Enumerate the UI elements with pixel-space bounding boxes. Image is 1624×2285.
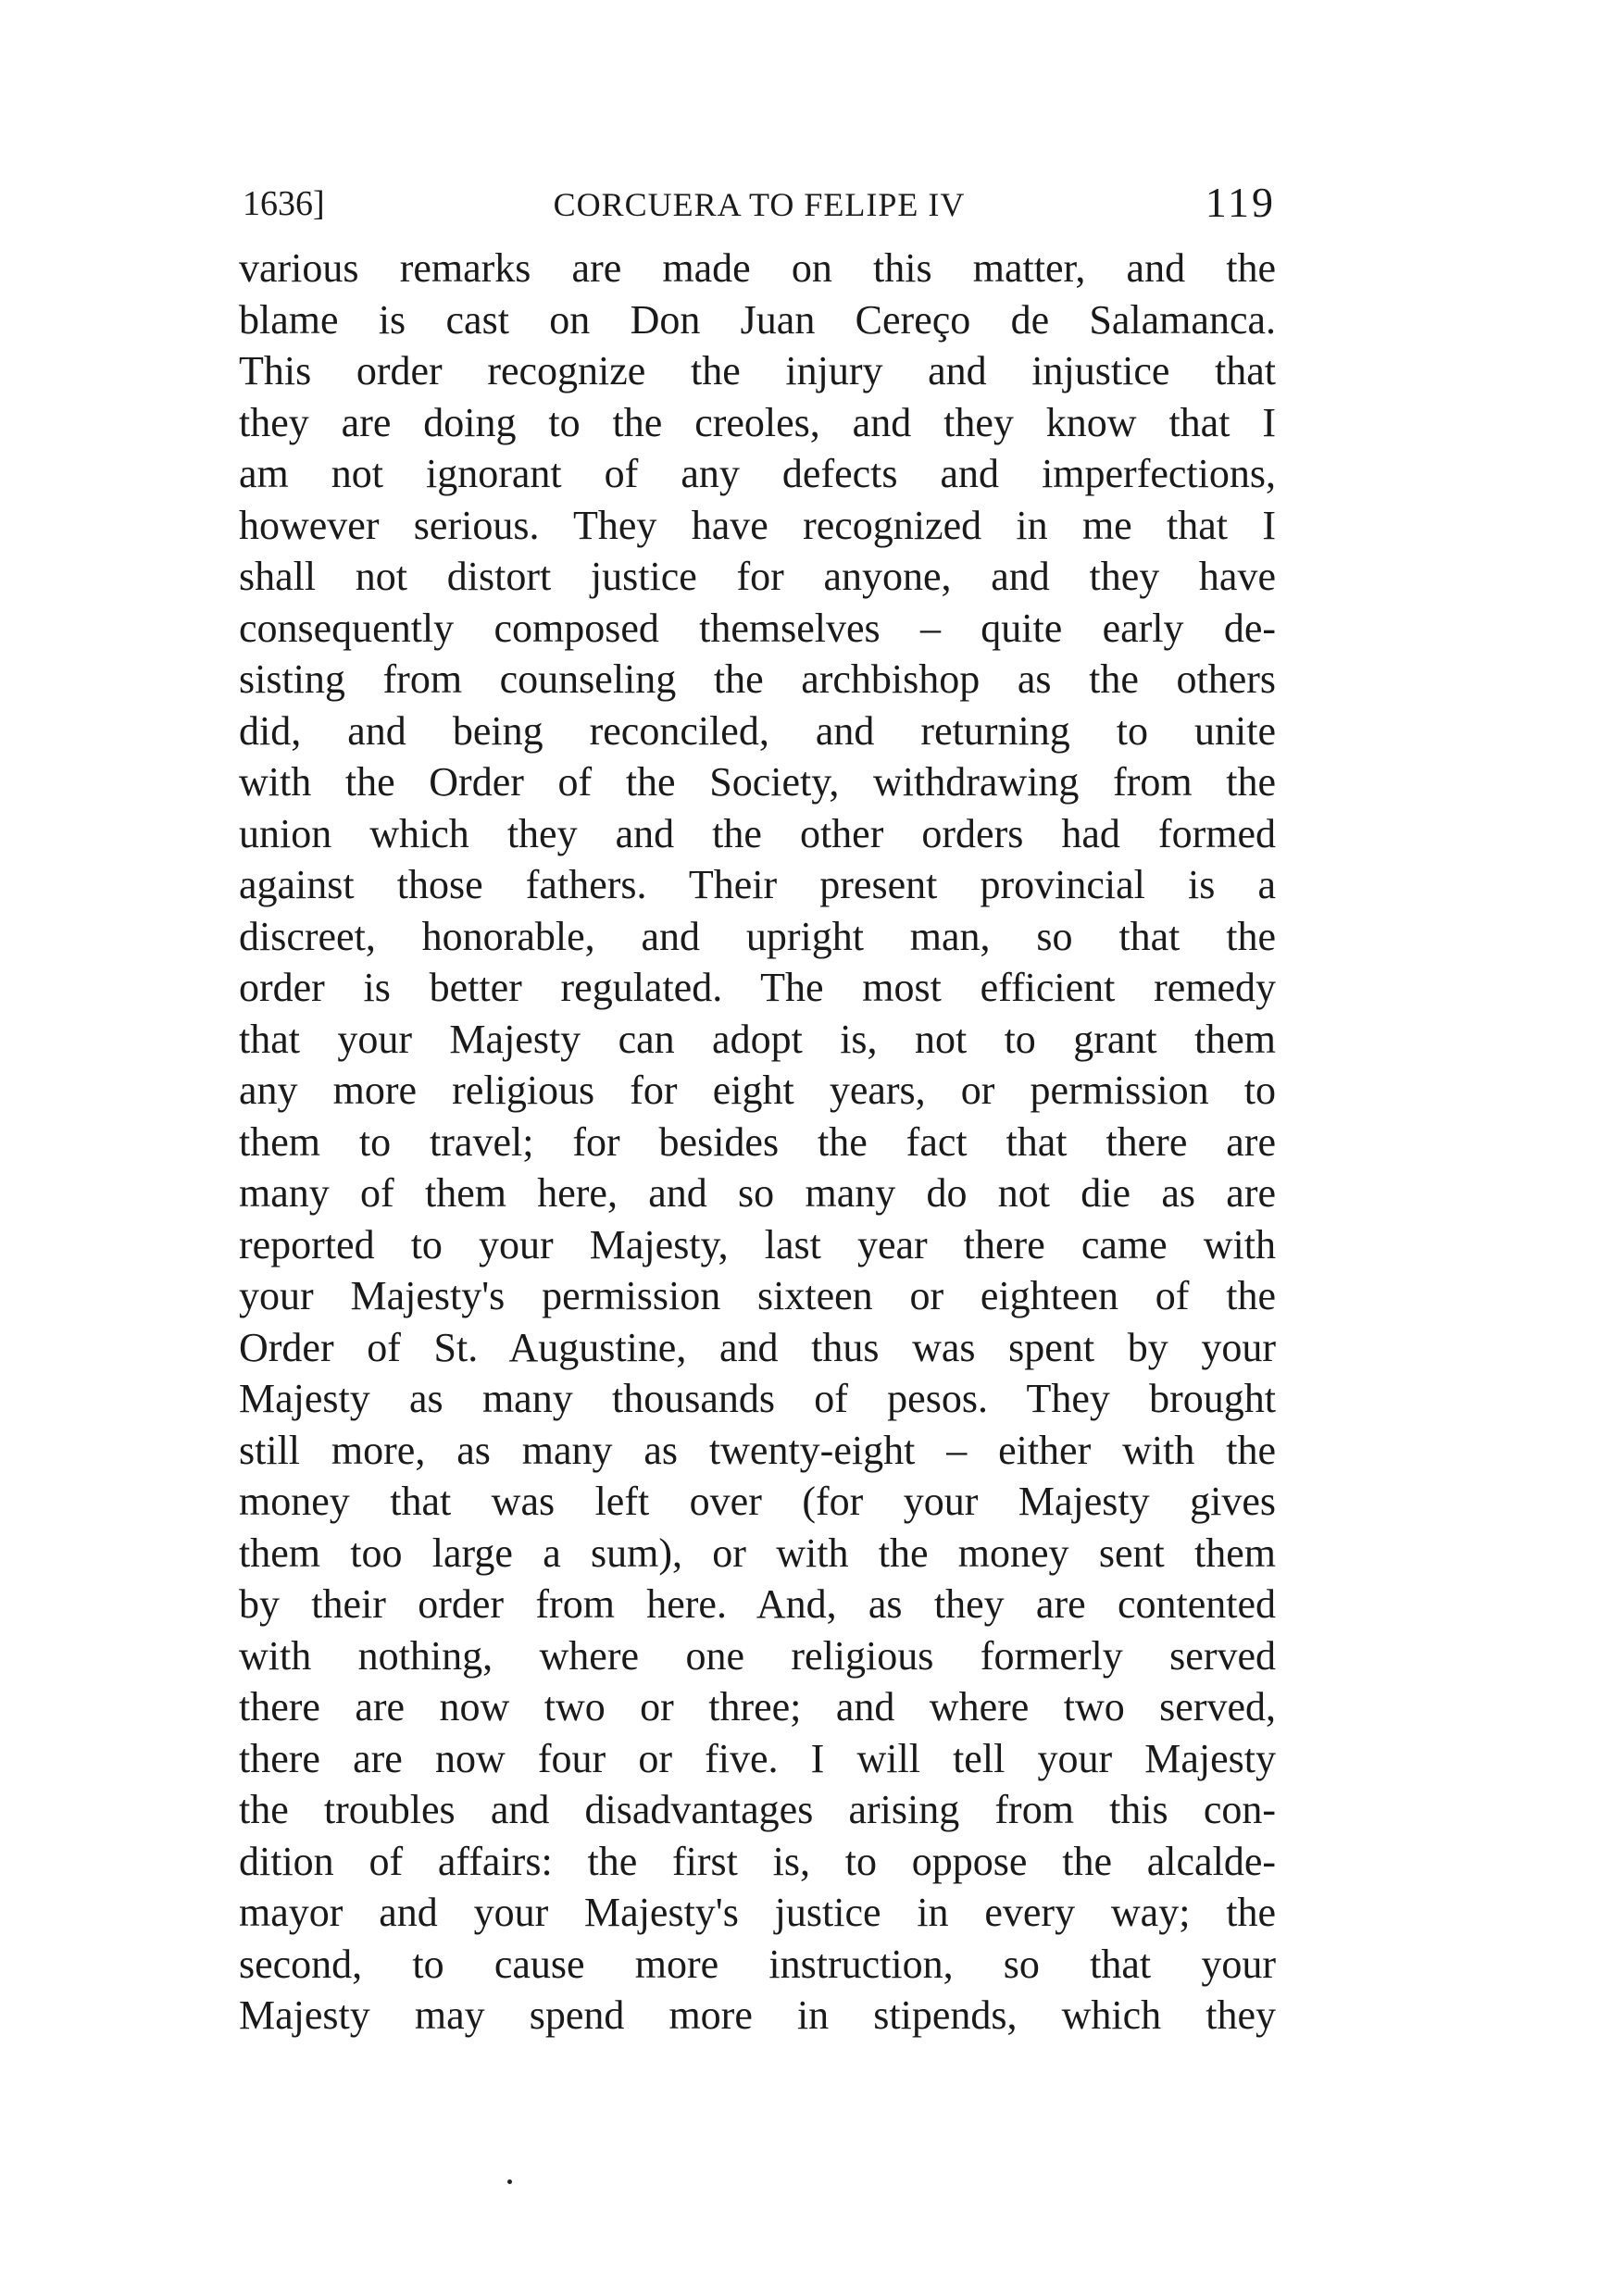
text-line: second, to cause more instruction, so that your xyxy=(239,1941,1276,1987)
running-head-title: CORCUERA TO FELIPE IV xyxy=(553,186,966,223)
text-line: sisting from counseling the archbishop as the others xyxy=(239,656,1276,702)
text-line: with the Order of the Society, withdrawing from the xyxy=(239,759,1276,805)
body-text xyxy=(239,243,1276,2042)
running-head xyxy=(243,178,1276,233)
text-line: still more, as many as twenty-eight – either with the xyxy=(239,1427,1276,1473)
text-line: them too large a sum), or with the money sent them xyxy=(239,1530,1276,1576)
printer-mark-dot xyxy=(507,2179,512,2184)
text-line: order is better regulated. The most efficient remedy xyxy=(239,965,1276,1010)
text-line: Majesty as many thousands of pesos. They brought xyxy=(239,1376,1276,1421)
text-line: many of them here, and so many do not die as are xyxy=(239,1170,1276,1216)
text-line: Order of St. Augustine, and thus was spent by your xyxy=(239,1324,1276,1370)
text-line: did, and being reconciled, and returning to unite xyxy=(239,707,1276,754)
text-line: consequently composed themselves – quite early de- xyxy=(239,605,1276,651)
text-line: dition of affairs: the first is, to oppose the alcalde- xyxy=(239,1838,1276,1884)
text-line: reported to your Majesty, last year there came with xyxy=(239,1221,1276,1267)
text-line: discreet, honorable, and upright man, so that the xyxy=(239,913,1276,959)
page-number: 119 xyxy=(1205,179,1276,226)
text-line: shall not distort justice for anyone, and they have xyxy=(239,554,1276,599)
text-line: they are doing to the creoles, and they know that I xyxy=(239,399,1276,445)
text-line: against those fathers. Their present provincial is a xyxy=(239,862,1276,907)
text-line: various remarks are made on this matter, and the xyxy=(239,245,1276,291)
text-line: that your Majesty can adopt is, not to grant them xyxy=(239,1016,1276,1062)
text-line: any more religious for eight years, or permission to xyxy=(239,1068,1276,1113)
text-line: blame is cast on Don Juan Cereço de Salamanca. xyxy=(239,296,1276,343)
text-line: the troubles and disadvantages arising from this con- xyxy=(239,1787,1276,1832)
text-line: union which they and the other orders had formed xyxy=(239,810,1276,856)
text-line: however serious. They have recognized in me that I xyxy=(239,502,1276,548)
text-line: there are now two or three; and where two served, xyxy=(239,1684,1276,1729)
text-line: there are now four or five. I will tell your Majesty xyxy=(239,1735,1276,1781)
text-line: with nothing, where one religious formerly served xyxy=(239,1632,1276,1679)
text-line: by their order from here. And, as they are contented xyxy=(239,1581,1276,1627)
text-line: am not ignorant of any defects and imperfections, xyxy=(239,451,1276,496)
text-line: mayor and your Majesty's justice in every way; the xyxy=(239,1890,1276,1935)
text-line: Majesty may spend more in stipends, which they xyxy=(239,1992,1276,2038)
text-line: money that was left over (for your Majesty gives xyxy=(239,1479,1276,1524)
text-line: This order recognize the injury and injustice that xyxy=(239,348,1276,393)
text-line: your Majesty's permission sixteen or eighteen of the xyxy=(239,1273,1276,1318)
running-head-year: 1636] xyxy=(243,184,325,223)
text-line: them to travel; for besides the fact that there are xyxy=(239,1118,1276,1165)
